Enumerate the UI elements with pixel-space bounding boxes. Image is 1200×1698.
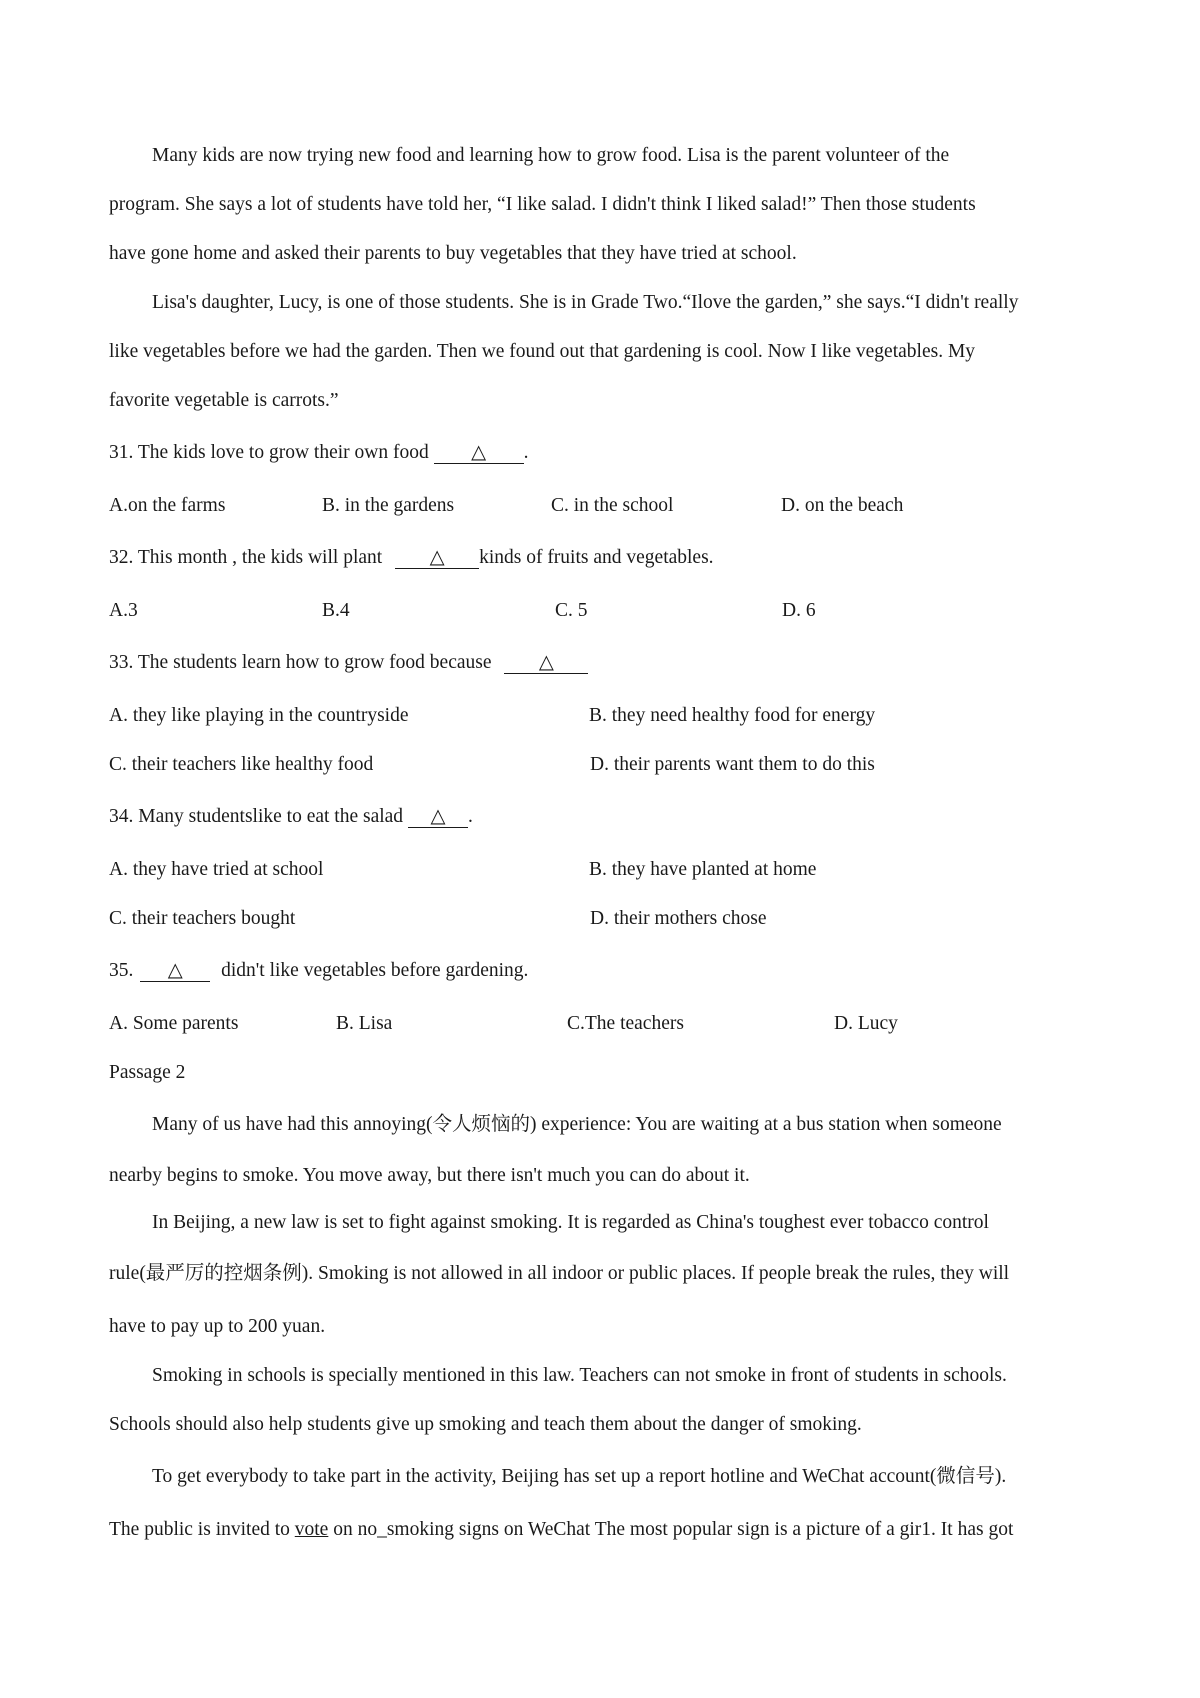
question-31-option-c: C. in the school — [551, 495, 674, 516]
question-stem-text: 33. The students learn how to grow food because — [109, 652, 497, 673]
answer-blank[interactable]: △ — [504, 653, 588, 674]
passage2-p4-line1: To get everybody to take part in the activity, Beijing has set up a report hotline and WeChat account(微信号). — [152, 1466, 1007, 1487]
passage1-p1-line1: Many kids are now trying new food and learning how to grow food. Lisa is the parent volunteer of the — [152, 145, 950, 166]
question-32-stem — [109, 546, 714, 570]
question-31-option-d: D. on the beach — [781, 495, 904, 516]
passage2-p2-line2: rule(最严厉的控烟条例). Smoking is not allowed in all indoor or public places. If people break the rules, they will — [109, 1263, 1010, 1284]
passage2-p2-line3: have to pay up to 200 yuan. — [109, 1316, 326, 1337]
question-34-option-d: D. their mothers chose — [590, 908, 767, 929]
question-31-option-b: B. in the gardens — [322, 495, 455, 516]
passage1-p2-line1: Lisa's daughter, Lucy, is one of those students. She is in Grade Two.“Ilove the garden,” she says.“I didn't really — [152, 292, 1019, 313]
question-34-stem — [109, 805, 473, 829]
passage2-p3-line1: Smoking in schools is specially mentioned in this law. Teachers can not smoke in front of students in schools. — [152, 1365, 1007, 1386]
question-35-option-d: D. Lucy — [834, 1013, 898, 1034]
question-34-option-b: B. they have planted at home — [589, 859, 817, 880]
passage2-heading: Passage 2 — [109, 1062, 186, 1083]
question-32-option-d: D. 6 — [782, 600, 816, 621]
passage2-p4-line2 — [109, 1518, 1013, 1542]
passage2-p1-line1: Many of us have had this annoying(令人烦恼的) experience: You are waiting at a bus station when someone — [152, 1114, 1002, 1135]
question-35-option-c: C.The teachers — [567, 1013, 684, 1034]
passage1-p1-line3: have gone home and asked their parents to buy vegetables that they have tried at school. — [109, 243, 797, 264]
answer-blank[interactable]: △ — [395, 548, 479, 569]
passage2-p4-text: The public is invited to — [109, 1519, 295, 1540]
question-35-option-b: B. Lisa — [336, 1013, 393, 1034]
question-stem-tail: . — [523, 442, 529, 463]
question-31-option-a: A.on the farms — [109, 495, 226, 516]
question-34-option-c: C. their teachers bought — [109, 908, 296, 929]
question-33-stem — [109, 651, 588, 675]
question-31-stem — [109, 441, 528, 465]
passage1-p2-line3: favorite vegetable is carrots.” — [109, 390, 339, 411]
question-32-option-c: C. 5 — [555, 600, 588, 621]
passage2-p3-line2: Schools should also help students give up smoking and teach them about the danger of smoking. — [109, 1414, 862, 1435]
question-33-option-b: B. they need healthy food for energy — [589, 705, 876, 726]
question-32-option-b: B.4 — [322, 600, 350, 621]
question-33-option-d: D. their parents want them to do this — [590, 754, 875, 775]
question-34-option-a: A. they have tried at school — [109, 859, 324, 880]
question-33-option-a: A. they like playing in the countryside — [109, 705, 409, 726]
question-stem-tail: kinds of fruits and vegetables. — [479, 547, 714, 568]
underlined-word-vote: vote — [294, 1519, 329, 1540]
question-33-option-c: C. their teachers like healthy food — [109, 754, 374, 775]
answer-blank[interactable]: △ — [408, 807, 468, 828]
answer-blank[interactable]: △ — [140, 961, 210, 982]
question-32-option-a: A.3 — [109, 600, 138, 621]
question-35-stem — [109, 959, 528, 983]
question-stem-text: 31. The kids love to grow their own food — [109, 442, 434, 463]
passage2-p2-line1: In Beijing, a new law is set to fight against smoking. It is regarded as China's toughest ever tobacco control — [152, 1212, 989, 1233]
passage1-p2-line2: like vegetables before we had the garden. Then we found out that gardening is cool. Now I like vegetables. My — [109, 341, 976, 362]
question-35-option-a: A. Some parents — [109, 1013, 239, 1034]
question-stem-text: 32. This month , the kids will plant — [109, 547, 388, 568]
answer-blank[interactable]: △ — [434, 443, 524, 464]
passage2-p1-line2: nearby begins to smoke. You move away, but there isn't much you can do about it. — [109, 1165, 750, 1186]
question-stem-tail: . — [467, 806, 473, 827]
passage1-p1-line2: program. She says a lot of students have told her, “I like salad. I didn't think I liked salad!” Then those students — [109, 194, 976, 215]
question-stem-text: 35. — [109, 960, 139, 981]
question-stem-text: 34. Many studentslike to eat the salad — [109, 806, 408, 827]
passage2-p4-text-tail: on no_smoking signs on WeChat The most popular sign is a picture of a gir1. It has got — [328, 1519, 1014, 1540]
question-stem-tail: didn't like vegetables before gardening. — [216, 960, 529, 981]
